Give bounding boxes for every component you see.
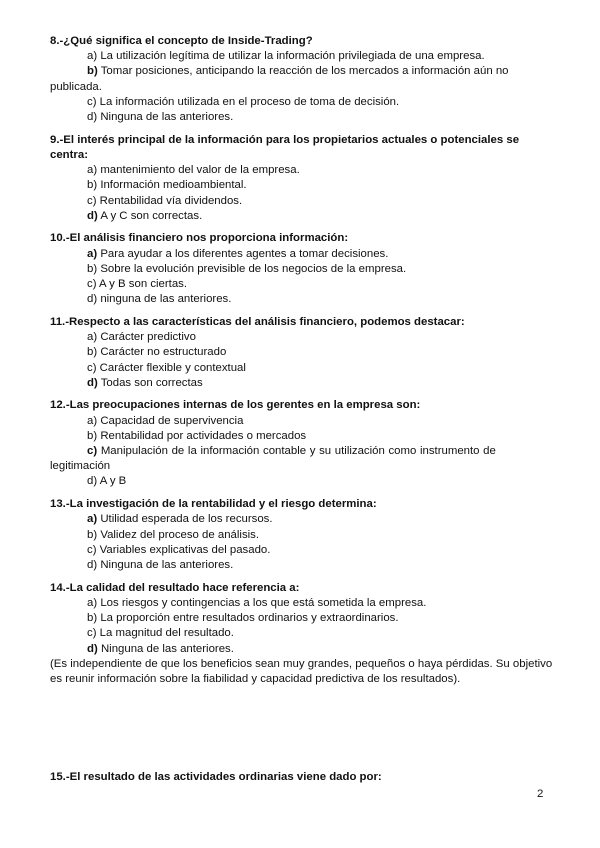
question-11 <box>50 315 555 391</box>
option-b: b) Sobre la evolución previsible de los negocios de la empresa. <box>87 262 407 275</box>
option-d: d) Ninguna de las anteriores. <box>87 642 234 655</box>
question-title: 8.-¿Qué significa el concepto de Inside-Trading? <box>50 35 313 47</box>
question-10 <box>50 231 555 307</box>
option-b: b) Rentabilidad por actividades o mercados <box>87 429 307 442</box>
option-d: d) A y B <box>87 475 127 488</box>
option-c: c) Carácter flexible y contextual <box>87 361 246 374</box>
option-a: a) mantenimiento del valor de la empresa. <box>87 164 300 177</box>
question-12 <box>50 398 555 489</box>
option-b: b) Información medioambiental. <box>87 179 247 192</box>
question-15-title: 15.-El resultado de las actividades ordinarias viene dado por: <box>50 771 382 783</box>
question-14 <box>50 581 555 687</box>
option-b: b) Validez del proceso de análisis. <box>87 528 260 541</box>
option-a: a) Capacidad de supervivencia <box>87 414 244 427</box>
question-title: 13.-La investigación de la rentabilidad y el riesgo determina: <box>50 498 377 511</box>
page-number: 2 <box>537 788 544 800</box>
option-d: d) Ninguna de las anteriores. <box>87 559 234 571</box>
question-title: 12.-Las preocupaciones internas de los gerentes en la empresa son: <box>50 399 421 412</box>
option-d: d) Todas son correctas <box>87 376 203 389</box>
option-a: a) Carácter predictivo <box>87 331 196 344</box>
option-c: c) Variables explicativas del pasado. <box>87 543 271 556</box>
question-title: 11.-Respecto a las características del análisis financiero, podemos destacar: <box>50 315 465 328</box>
document-body <box>50 34 555 695</box>
question-title: 10.-El análisis financiero nos proporciona información: <box>50 232 349 245</box>
question-9 <box>50 133 555 224</box>
option-a: a) Utilidad esperada de los recursos. <box>87 513 273 526</box>
option-c: c) Manipulación de la información contable y su utilización como instrumento de legitimación <box>50 445 496 473</box>
option-a: a) Para ayudar a los diferentes agentes a tomar decisiones. <box>87 247 389 260</box>
question-title: 9.-El interés principal de la información para los propietarios actuales o potenciales se centra: <box>50 133 520 161</box>
option-d: d) A y C son correctas. <box>87 209 203 222</box>
option-c: c) La información utilizada en el proceso de toma de decisión. <box>87 95 400 108</box>
option-b: b) Carácter no estructurado <box>87 346 227 359</box>
question-8 <box>50 34 555 125</box>
explanatory-note: (Es independiente de que los beneficios sean muy grandes, pequeños o haya pérdidas. Su objetivo es reunir información sobre la fiabilidad y capacidad predictiva de los resultados). <box>50 657 553 685</box>
option-a: a) La utilización legítima de utilizar la información privilegiada de una empresa. <box>87 50 485 63</box>
option-c: c) Rentabilidad vía dividendos. <box>87 194 243 207</box>
option-b: b) Tomar posiciones, anticipando la reacción de los mercados a información aún no publicada. <box>50 65 509 93</box>
option-a: a) Los riesgos y contingencias a los que está sometida la empresa. <box>87 596 427 609</box>
option-d: d) ninguna de las anteriores. <box>87 293 232 306</box>
question-title: 14.-La calidad del resultado hace referencia a: <box>50 581 300 594</box>
option-d: d) Ninguna de las anteriores. <box>87 111 234 124</box>
option-c: c) La magnitud del resultado. <box>87 627 234 640</box>
option-c: c) A y B son ciertas. <box>87 278 188 291</box>
question-13 <box>50 497 555 573</box>
option-b: b) La proporción entre resultados ordinarios y extraordinarios. <box>87 612 399 625</box>
